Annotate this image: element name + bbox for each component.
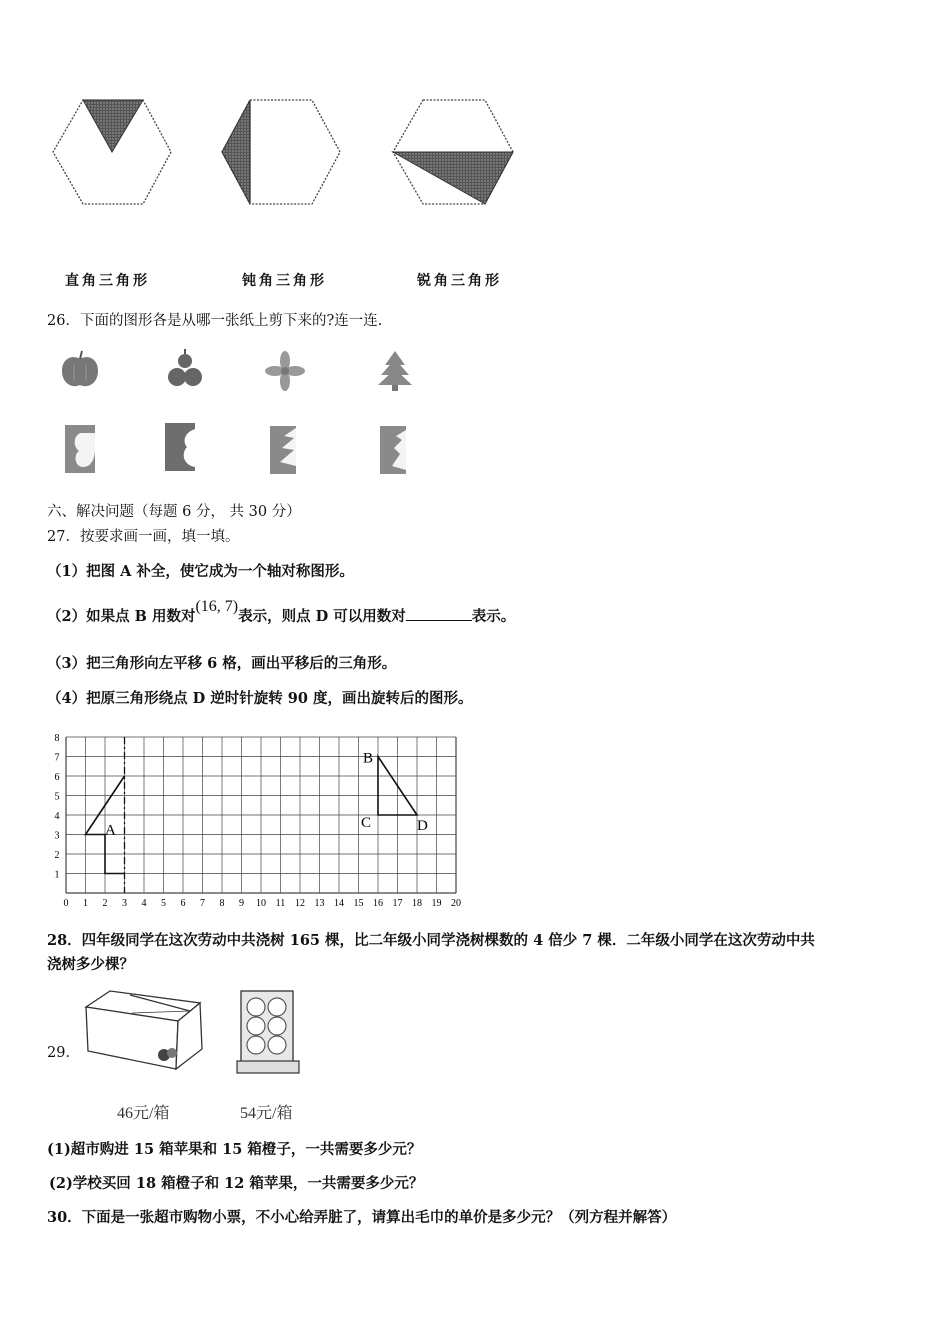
paper-sheet-1 (65, 425, 95, 473)
point-label-d: D (417, 818, 428, 834)
hexagon-figures (40, 90, 530, 215)
question-27-part-4: （4）把原三角形绕点 D 逆时针旋转 90 度，画出旋转后的图形。 (47, 690, 473, 707)
apple-shape (62, 351, 98, 386)
y-tick-label: 3 (54, 830, 60, 842)
coordinate-grid (40, 728, 470, 910)
hexagon-3 (393, 100, 513, 204)
y-tick-label: 1 (54, 869, 60, 881)
x-tick-label: 2 (102, 898, 108, 909)
x-tick-label: 3 (122, 898, 127, 909)
x-tick-label: 14 (334, 898, 344, 909)
price-orange: 54元/箱 (240, 1105, 293, 1122)
question-29-part-1: (1)超市购进 15 箱苹果和 15 箱橙子，一共需要多少元？ (47, 1141, 422, 1158)
question-30: 30．下面是一张超市购物小票，不小心给弄脏了，请算出毛巾的单价是多少元？（列方程并解答） (47, 1209, 677, 1226)
orange-box (237, 991, 299, 1073)
x-tick-label: 17 (392, 898, 403, 909)
paper-sheet-2 (165, 423, 195, 471)
question-27-part-2 (47, 598, 516, 627)
flower-shape (265, 351, 305, 391)
x-tick-label: 12 (295, 898, 305, 909)
x-tick-label: 5 (161, 898, 166, 909)
question-28-line-1: 28．四年级同学在这次劳动中共浇树 165 棵，比二年级小同学浇树棵数的 4 倍少 7 棵．二年级小同学在这次劳动中共 (47, 932, 815, 949)
label-obtuse-triangle: 钝角三角形 (242, 273, 327, 289)
x-tick-label: 13 (314, 898, 325, 909)
x-tick-label: 9 (239, 898, 244, 909)
hexagon-2 (222, 100, 340, 204)
point-label-c: C (361, 815, 372, 831)
x-axis-ticks (64, 898, 462, 909)
x-tick-label: 16 (373, 898, 383, 909)
x-tick-label: 1 (83, 898, 88, 909)
x-tick-label: 7 (200, 898, 205, 909)
x-tick-label: 19 (431, 898, 442, 909)
coordinate-pair: (16, 7) (195, 598, 239, 615)
label-right-triangle: 直角三角形 (65, 273, 150, 289)
x-tick-label: 11 (275, 898, 286, 909)
label-acute-triangle: 锐角三角形 (417, 273, 502, 289)
paper-sheet-3 (270, 426, 296, 474)
question-26: 26．下面的图形各是从哪一张纸上剪下来的?连一连. (47, 313, 383, 329)
y-tick-label: 8 (54, 733, 60, 744)
paper-sheet-4 (380, 426, 406, 474)
question-27-title: 27．按要求画一画，填一填。 (47, 529, 240, 545)
section-6-title: 六、解决问题（每题 6 分， 共 30 分） (47, 504, 301, 520)
question-27-part-3: （3）把三角形向左平移 6 格，画出平移后的三角形。 (47, 655, 397, 672)
x-tick-label: 0 (63, 898, 69, 909)
paper-sheets (55, 420, 435, 480)
x-tick-label: 8 (219, 898, 225, 909)
y-tick-label: 4 (54, 811, 60, 822)
price-apple: 46元/箱 (117, 1105, 170, 1122)
y-tick-label: 5 (54, 791, 60, 803)
y-tick-label: 6 (54, 772, 60, 783)
x-tick-label: 10 (256, 898, 266, 909)
part-2-prefix: （2）如果点 B 用数对 (47, 608, 196, 625)
point-label-a: A (105, 822, 116, 839)
question-29-part-2: (2)学校买回 18 箱橙子和 12 箱苹果，一共需要多少元？ (49, 1175, 424, 1192)
hexagon-1 (53, 100, 171, 204)
apple-box (86, 991, 202, 1069)
part-2-middle: 表示，则点 D 可以用数对 (238, 608, 406, 625)
tree-shape (378, 351, 412, 391)
gourd-shape (168, 349, 202, 386)
answer-blank[interactable] (406, 608, 472, 621)
question-29-number: 29． (47, 1045, 80, 1061)
x-tick-label: 15 (353, 898, 364, 909)
part-2-suffix: 表示。 (471, 608, 516, 625)
x-tick-label: 4 (141, 898, 147, 909)
point-label-b: B (363, 750, 374, 767)
cutout-shapes (55, 345, 435, 395)
product-boxes (80, 985, 310, 1080)
question-28-line-2: 浇树多少棵？ (47, 956, 134, 973)
question-27-part-1: （1）把图 A 补全，使它成为一个轴对称图形。 (47, 563, 354, 580)
y-tick-label: 2 (54, 850, 60, 861)
y-tick-label: 7 (54, 752, 60, 764)
x-tick-label: 18 (412, 898, 422, 909)
x-tick-label: 20 (451, 898, 461, 909)
y-axis-ticks (55, 733, 60, 881)
x-tick-label: 6 (180, 898, 186, 909)
